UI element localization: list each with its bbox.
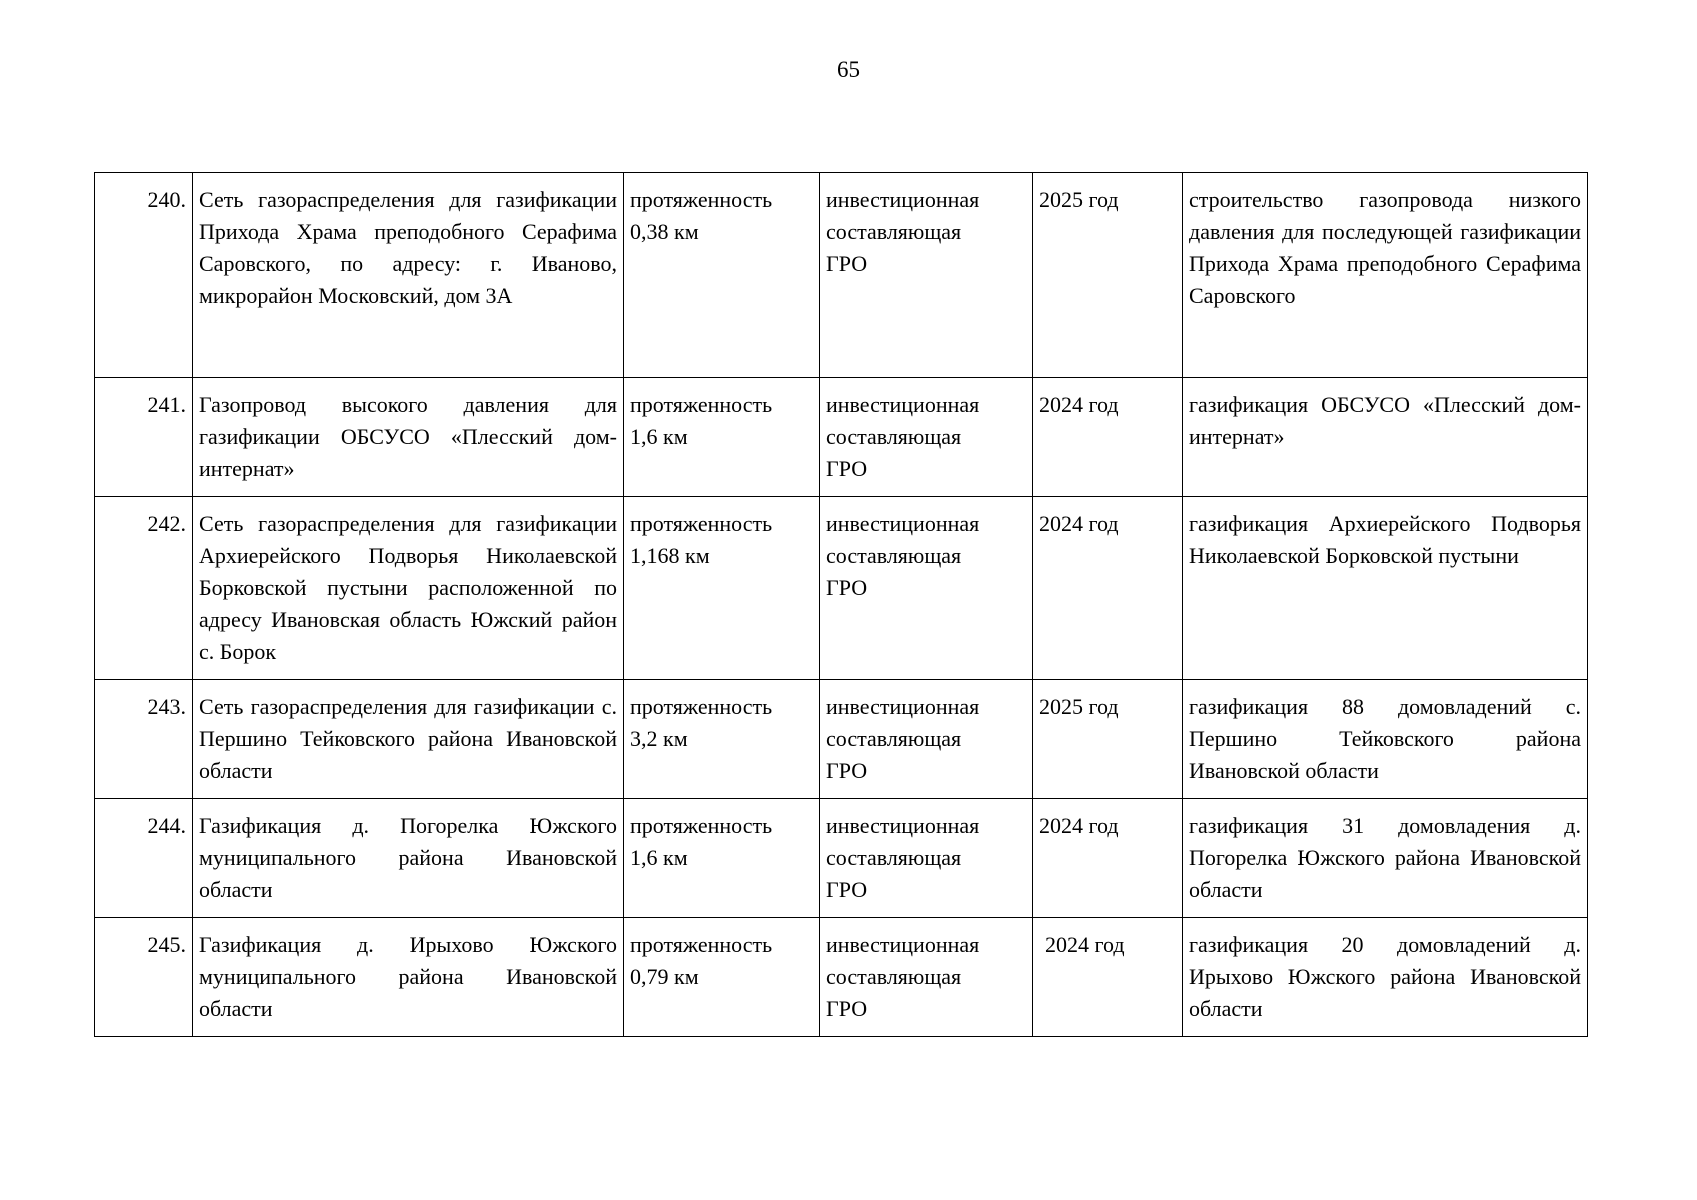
funding-source	[820, 799, 1033, 918]
source-line: ГРО	[826, 877, 868, 902]
length-label: протяженность	[630, 694, 773, 719]
funding-source	[820, 918, 1033, 1037]
length-label: протяженность	[630, 932, 773, 957]
source-line: инвестиционная	[826, 392, 980, 417]
completion-year: 2024 год	[1033, 378, 1183, 497]
length-label: протяженность	[630, 511, 773, 536]
row-number: 241.	[95, 378, 193, 497]
funding-source	[820, 680, 1033, 799]
length-label: протяженность	[630, 813, 773, 838]
table-row	[95, 680, 1588, 799]
source-line: инвестиционная	[826, 694, 980, 719]
row-number: 244.	[95, 799, 193, 918]
expected-result: газификация ОБСУСО «Плесский дом-интернат»	[1183, 378, 1588, 497]
object-name: Газификация д. Ирыхово Южского муниципального района Ивановской области	[193, 918, 624, 1037]
source-line: составляющая	[826, 424, 962, 449]
length-value: 1,6 км	[630, 424, 688, 449]
objects-table	[94, 172, 1588, 1037]
object-name: Сеть газораспределения для газификации Архиерейского Подворья Николаевской Борковской пустыни расположенной по адресу Ивановская область Южский район с. Борок	[193, 497, 624, 680]
object-length	[624, 799, 820, 918]
source-line: ГРО	[826, 575, 868, 600]
source-line: составляющая	[826, 543, 962, 568]
length-label: протяженность	[630, 187, 773, 212]
object-name: Газопровод высокого давления для газификации ОБСУСО «Плесский дом-интернат»	[193, 378, 624, 497]
expected-result: строительство газопровода низкого давления для последующей газификации Прихода Храма преподобного Серафима Саровского	[1183, 173, 1588, 378]
completion-year: 2024 год	[1033, 799, 1183, 918]
funding-source	[820, 378, 1033, 497]
source-line: составляющая	[826, 845, 962, 870]
length-value: 0,79 км	[630, 964, 699, 989]
source-line: инвестиционная	[826, 813, 980, 838]
funding-source	[820, 497, 1033, 680]
length-value: 3,2 км	[630, 726, 688, 751]
table-row	[95, 799, 1588, 918]
expected-result: газификация Архиерейского Подворья Николаевской Борковской пустыни	[1183, 497, 1588, 680]
source-line: составляющая	[826, 219, 962, 244]
source-line: составляющая	[826, 726, 962, 751]
funding-source	[820, 173, 1033, 378]
table-row	[95, 378, 1588, 497]
completion-year: 2025 год	[1033, 680, 1183, 799]
row-number: 243.	[95, 680, 193, 799]
object-name: Газификация д. Погорелка Южского муниципального района Ивановской области	[193, 799, 624, 918]
length-value: 1,6 км	[630, 845, 688, 870]
object-name: Сеть газораспределения для газификации Прихода Храма преподобного Серафима Саровского, по адресу: г. Иваново, микрорайон Московский, дом 3А	[193, 173, 624, 378]
table-row	[95, 918, 1588, 1037]
object-length	[624, 497, 820, 680]
object-name: Сеть газораспределения для газификации с. Першино Тейковского района Ивановской области	[193, 680, 624, 799]
source-line: ГРО	[826, 996, 868, 1021]
source-line: составляющая	[826, 964, 962, 989]
source-line: ГРО	[826, 758, 868, 783]
completion-year: 2025 год	[1033, 173, 1183, 378]
source-line: инвестиционная	[826, 187, 980, 212]
row-number: 242.	[95, 497, 193, 680]
source-line: ГРО	[826, 251, 868, 276]
source-line: ГРО	[826, 456, 868, 481]
object-length	[624, 173, 820, 378]
row-number: 245.	[95, 918, 193, 1037]
object-length	[624, 918, 820, 1037]
table-row	[95, 497, 1588, 680]
expected-result: газификация 20 домовладений д. Ирыхово Южского района Ивановской области	[1183, 918, 1588, 1037]
completion-year: 2024 год	[1033, 497, 1183, 680]
object-length	[624, 680, 820, 799]
completion-year: 2024 год	[1033, 918, 1183, 1037]
length-label: протяженность	[630, 392, 773, 417]
expected-result: газификация 88 домовладений с. Першино Тейковского района Ивановской области	[1183, 680, 1588, 799]
expected-result: газификация 31 домовладения д. Погорелка Южского района Ивановской области	[1183, 799, 1588, 918]
row-number: 240.	[95, 173, 193, 378]
page-number: 65	[837, 57, 860, 82]
length-value: 0,38 км	[630, 219, 699, 244]
table-row	[95, 173, 1588, 378]
object-length	[624, 378, 820, 497]
source-line: инвестиционная	[826, 932, 980, 957]
source-line: инвестиционная	[826, 511, 980, 536]
length-value: 1,168 км	[630, 543, 710, 568]
